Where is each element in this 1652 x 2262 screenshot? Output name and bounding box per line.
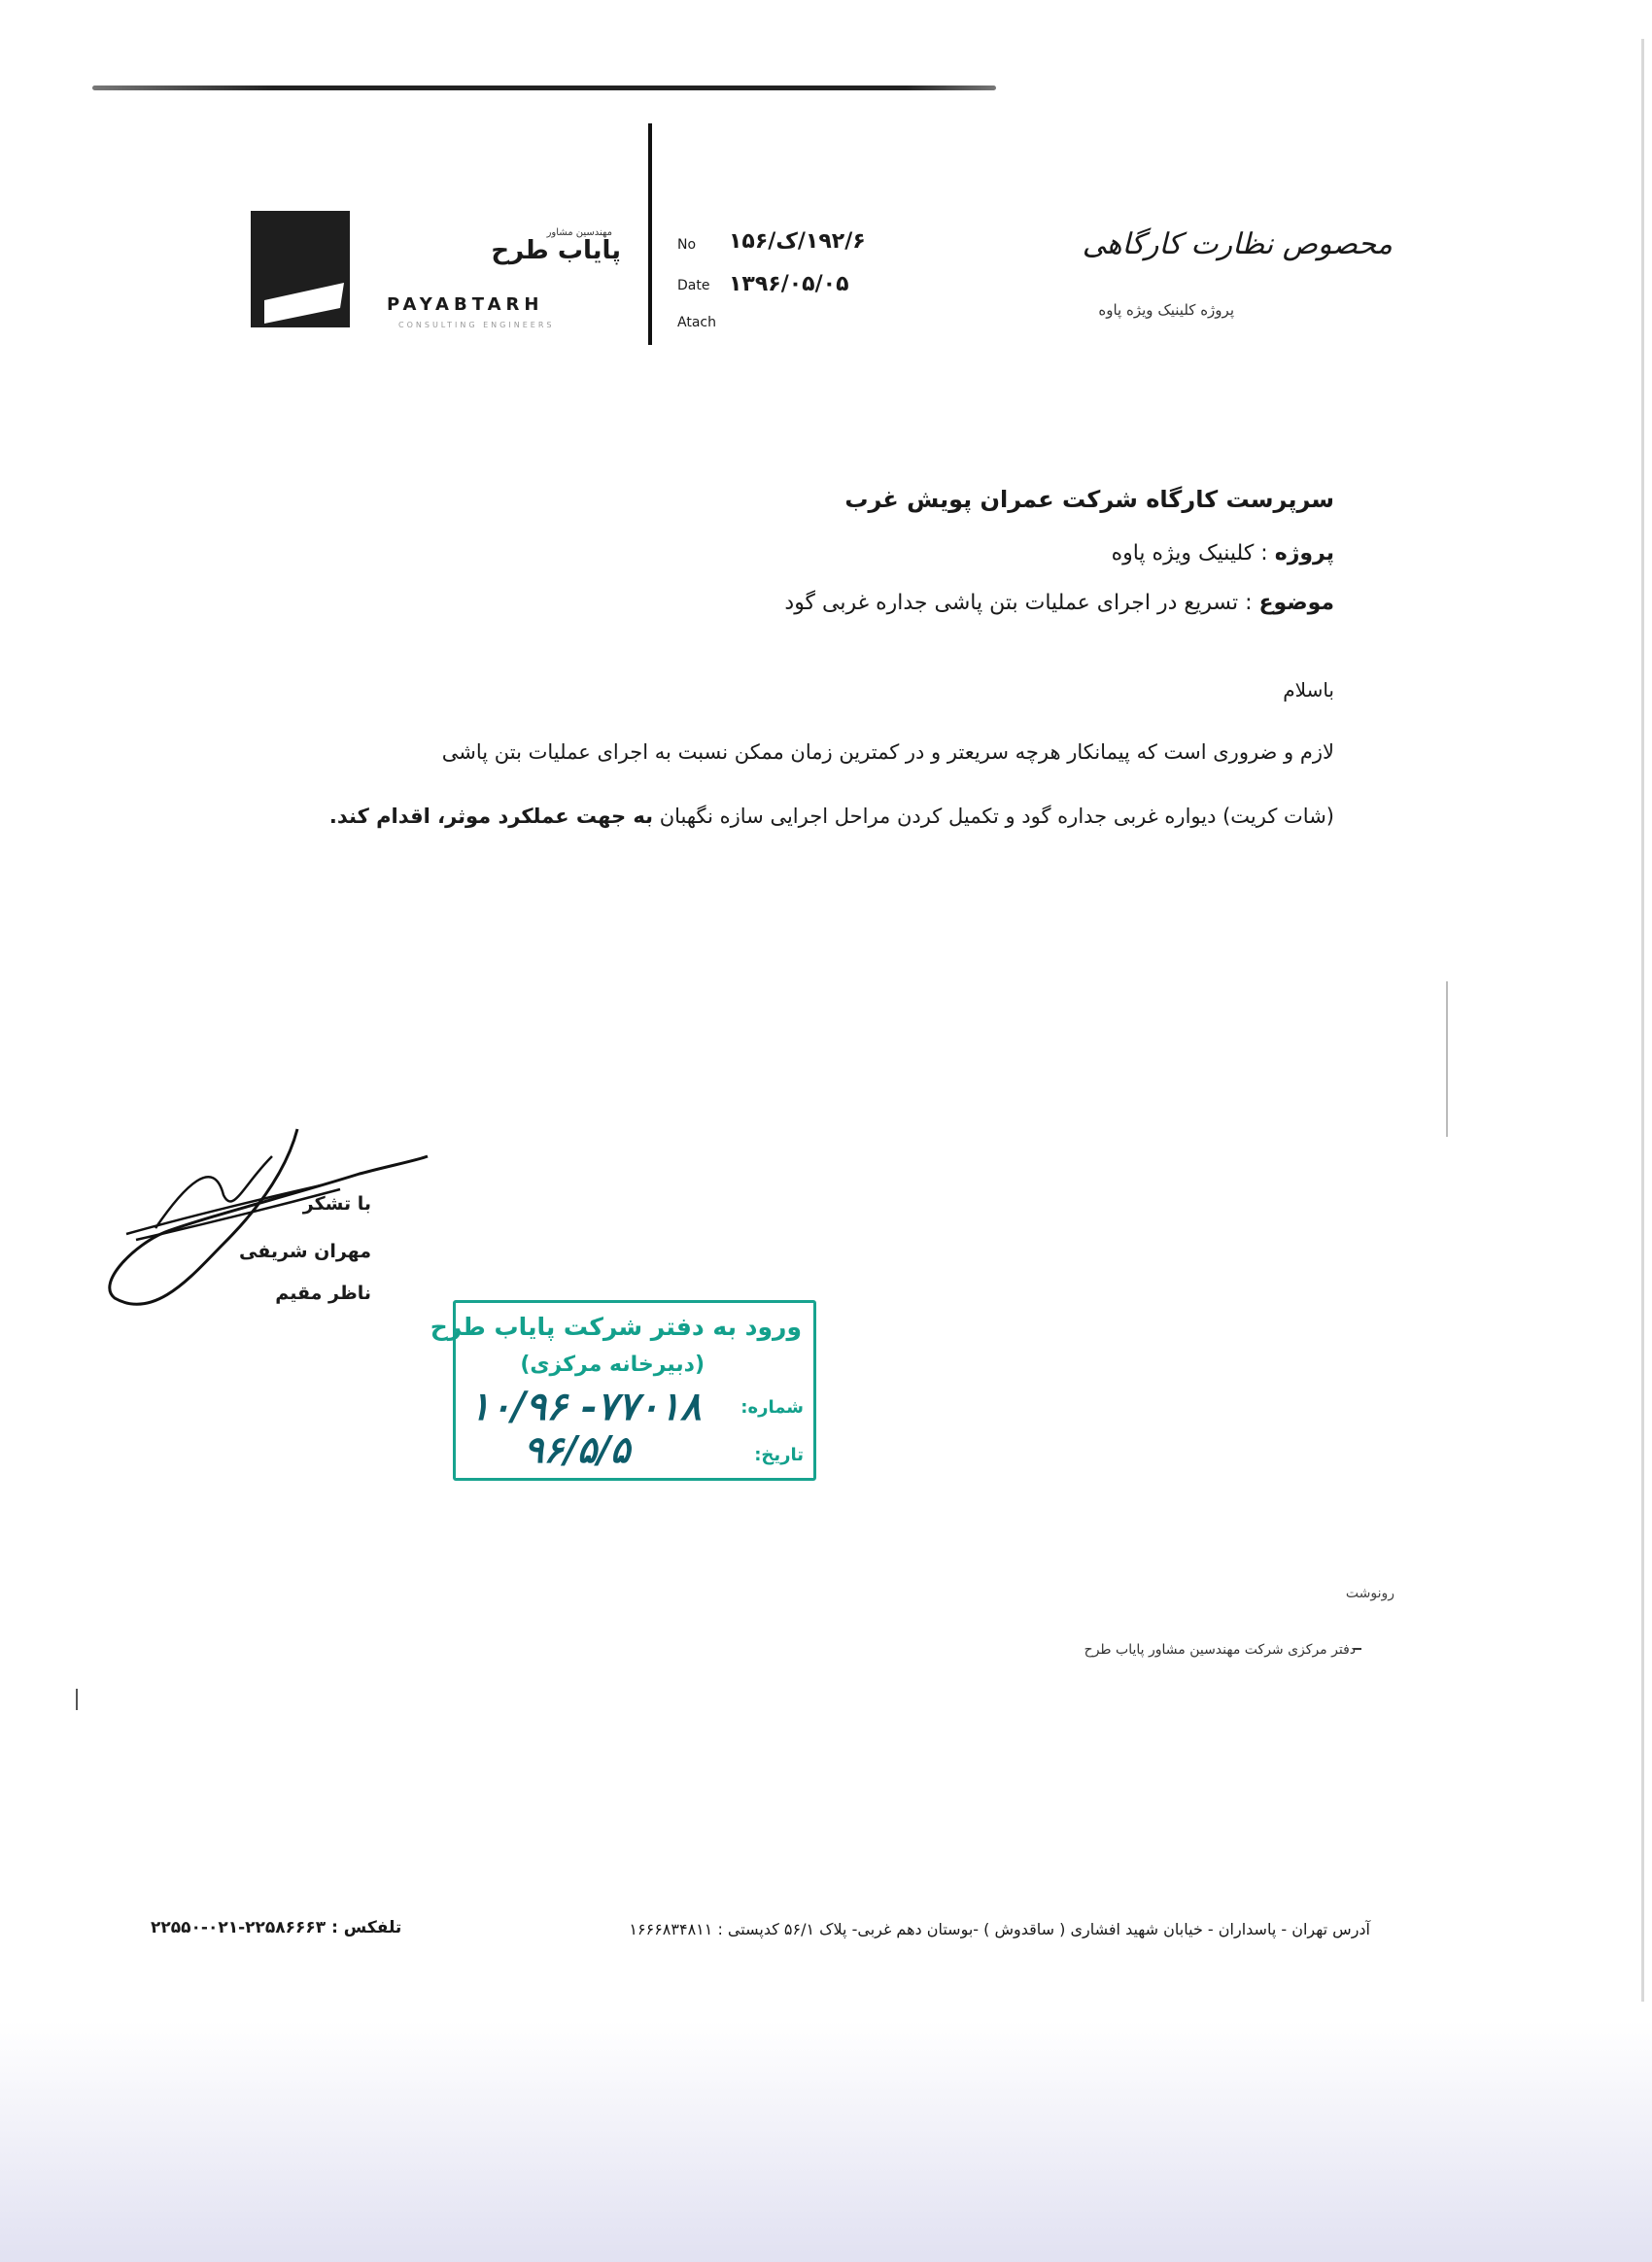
body-line-2-part-b: به جهت عملکرد موثر، اقدام کند.: [328, 805, 654, 828]
stamp-subtitle: (دبیرخانه مرکزی): [520, 1353, 705, 1377]
payabtarh-logo-icon: [251, 211, 350, 327]
subject-line: [784, 591, 1334, 615]
project-line: [1112, 541, 1334, 566]
stamp-number-label: شماره:: [740, 1397, 804, 1418]
stamp-title: ورود به دفتر شرکت پایاب طرح: [430, 1313, 802, 1341]
classification-handwritten: محصوص نظارت کارگاهی: [1082, 227, 1393, 261]
project-value: : کلینیک ویژه پاوه: [1111, 541, 1275, 566]
body-line-1: لازم و ضروری است که پیمانکار هرچه سریعتر و در کمترین زمان ممکن نسبت به اجرای عملیات بتن پاشی: [441, 740, 1334, 764]
date-label: Date: [677, 278, 710, 293]
classification-project: پروژه کلینیک ویژه پاوه: [1098, 301, 1234, 319]
project-label: پروژه: [1274, 541, 1334, 566]
signature-title: ناظر مقیم: [275, 1283, 371, 1304]
cc-label: رونوشت: [1345, 1586, 1394, 1601]
cc-item: دفتر مرکزی شرکت مهندسین مشاور پایاب طرح: [1084, 1642, 1356, 1658]
scan-shadow: [0, 2021, 1652, 2262]
footer-telefax: تلفکس : ۲۲۵۸۶۶۶۳-۰۲۱-۲۲۵۵۰: [151, 1918, 402, 1937]
subject-label: موضوع: [1258, 591, 1334, 615]
logo-company-en: PAYABTARH: [387, 294, 544, 315]
page-edge: [1641, 39, 1644, 2002]
scan-mark: [76, 1689, 78, 1710]
date-value: ۱۳۹۶/۰۵/۰۵: [729, 272, 849, 296]
stamp-date-label: تاریخ:: [754, 1445, 804, 1465]
greeting: باسلام: [1283, 678, 1334, 702]
scan-mark: [1446, 981, 1448, 1137]
no-label: No: [677, 237, 697, 253]
subject-value: : تسریع در اجرای عملیات بتن پاشی جداره غربی گود: [784, 591, 1259, 615]
no-value: ۱۹۲/۶/ک/۱۵۶: [729, 229, 866, 254]
logo-subtitle-fa: مهندسین مشاور: [546, 227, 612, 238]
stamp-date-value: ۹۶/۵/۵: [524, 1427, 631, 1471]
body-line-2-part-a: (شات کریت) دیواره غربی جداره گود و تکمیل کردن مراحل اجرایی سازه نگهبان: [653, 805, 1334, 828]
signature-name: مهران شریفی: [238, 1241, 371, 1262]
top-rule: [92, 86, 996, 90]
received-stamp: [430, 1300, 816, 1481]
letterhead-divider: [648, 123, 652, 345]
logo-subtitle-en: CONSULTING ENGINEERS: [398, 321, 555, 329]
attach-label: Atach: [677, 315, 716, 330]
stamp-number-value: ۷۷۰۱۸- ۱۰/۹۶: [469, 1384, 702, 1429]
body-line-2: [329, 805, 1334, 828]
footer-address: آدرس تهران - پاسداران - خیابان شهید افشاری ( ساقدوش ) -بوستان دهم غربی- پلاک ۵۶/۱ کدپستی : ۱۶۶۶۸۳۴۸۱۱: [629, 1920, 1370, 1938]
logo-company-fa: پایاب طرح: [491, 236, 621, 265]
addressee: سرپرست کارگاه شرکت عمران پویش غرب: [844, 486, 1334, 513]
signature-thanks: با تشکر: [302, 1193, 371, 1215]
